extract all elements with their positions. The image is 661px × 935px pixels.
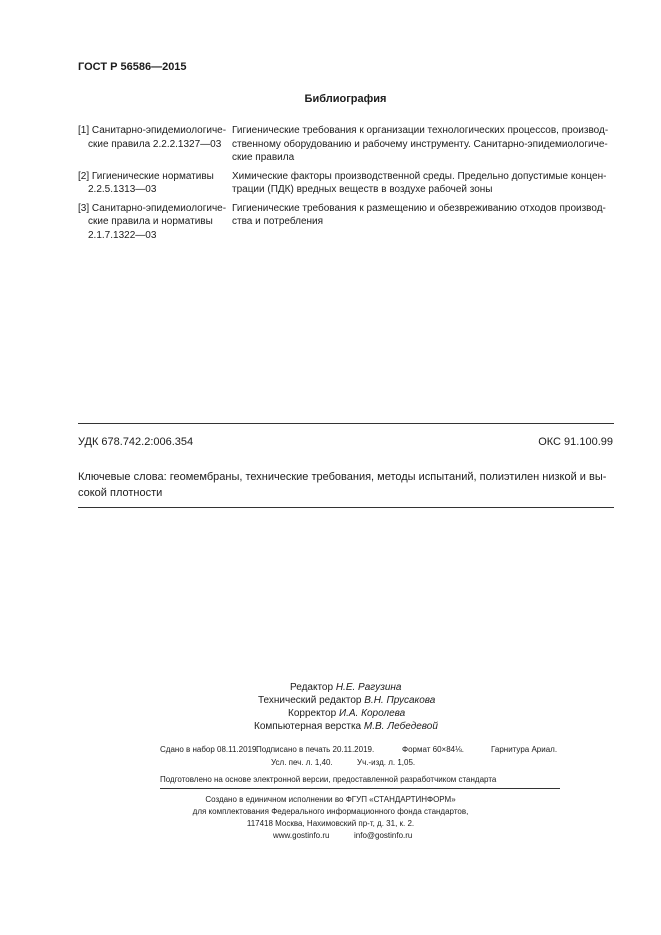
entry-1-title-line-2: ственному оборудованию и рабочему инструменту. Санитарно-эпидемиологиче-: [232, 138, 608, 150]
bibliography-title-text: Библиография: [304, 93, 387, 105]
layout-name: М.В. Лебедевой: [363, 721, 438, 732]
entry-1-title: [232, 124, 618, 165]
entry-3-title-line-1: Гигиенические требования к размещению и обезвреживанию отходов производ-: [232, 202, 606, 214]
entry-1-ref-line-1: [1] Санитарно-эпидемиологиче-: [78, 125, 227, 136]
sign-date: Подписано в печать 20.11.2019.: [256, 745, 375, 754]
entry-2-title-line-1: Химические факторы производственной среды. Предельно допустимые концен-: [232, 170, 607, 182]
entry-3-ref-line-2: ские правила и нормативы: [88, 216, 213, 227]
entry-1-title-line-1: Гигиенические требования к организации технологических процессов, производ-: [232, 125, 609, 136]
entry-1-title-line-3: ские правила: [232, 152, 295, 163]
entry-2-title: [232, 170, 618, 197]
bibliography-list: [78, 124, 618, 247]
set-date: Сдано в набор 08.11.2019.: [160, 745, 259, 754]
editor-name: Н.Е. Рагузина: [335, 682, 402, 693]
bibliography-entry-3: [78, 202, 618, 243]
created-line-1: Создано в единичном исполнении во ФГУП «СТАНДАРТИНФОРМ»: [205, 795, 456, 804]
entry-2-ref-line-1: [2] Гигиенические нормативы: [78, 170, 214, 182]
entry-3-title-line-2: ства и потребления: [232, 216, 324, 227]
email[interactable]: info@gostinfo.ru: [354, 831, 413, 840]
entry-3-ref-line-1: [3] Санитарно-эпидемиологиче-: [78, 202, 227, 214]
entry-3-reference: [78, 202, 232, 243]
editor-line: [290, 681, 402, 694]
print-sheets: Усл. печ. л. 1,40.: [271, 758, 333, 767]
created-line-2: для комплектования Федерального информационного фонда стандартов,: [192, 807, 469, 816]
format: Формат 60×84⅛.: [402, 745, 465, 754]
udk-code: УДК 678.742.2:006.354: [78, 436, 194, 448]
tech-editor-name: В.Н. Прусакова: [364, 695, 436, 706]
entry-1-ref-line-2: ские правила 2.2.2.1327—03: [88, 138, 222, 150]
oks-code: ОКС 91.100.99: [538, 436, 613, 448]
editor-label: Редактор: [290, 682, 336, 693]
corrector-line: [288, 707, 405, 720]
entry-1-reference: [78, 124, 232, 165]
keywords-line-1: Ключевые слова: геомембраны, технические требования, методы испытаний, полиэтилен низкой и вы-: [78, 471, 607, 483]
keywords-line-2: сокой плотности: [78, 486, 163, 499]
entry-2-title-line-2: трации (ПДК) вредных веществ в воздухе рабочей зоны: [232, 184, 493, 195]
font-info: Гарнитура Ариал.: [491, 745, 558, 754]
bibliography-entry-2: [78, 170, 618, 197]
bibliography-title: [0, 93, 661, 105]
divider-imprint: [160, 788, 560, 789]
entry-3-title: [232, 202, 618, 243]
layout-line: [254, 720, 438, 733]
corrector-label: Корректор: [288, 708, 339, 719]
divider-top: [78, 423, 614, 424]
entry-2-reference: [78, 170, 232, 197]
corrector-name: И.А. Королева: [338, 708, 406, 719]
keywords: [78, 470, 618, 501]
prepared-note: Подготовлено на основе электронной версии, предоставленной разработчиком стандарта: [160, 775, 497, 784]
entry-3-ref-line-3: 2.1.7.1322—03: [88, 229, 157, 241]
entry-2-ref-line-2: 2.2.5.1313—03: [88, 184, 157, 195]
website[interactable]: www.gostinfo.ru: [273, 831, 330, 840]
tech-editor-line: [258, 694, 435, 707]
layout-label: Компьютерная верстка: [254, 721, 364, 732]
bibliography-entry-1: [78, 124, 618, 165]
standard-number: ГОСТ Р 56586—2015: [78, 61, 187, 73]
pub-sheets: Уч.-изд. л. 1,05.: [357, 758, 416, 767]
divider-keywords: [78, 507, 614, 508]
tech-editor-label: Технический редактор: [258, 695, 365, 706]
address: 117418 Москва, Нахимовский пр-т, д. 31, к. 2.: [246, 819, 415, 828]
